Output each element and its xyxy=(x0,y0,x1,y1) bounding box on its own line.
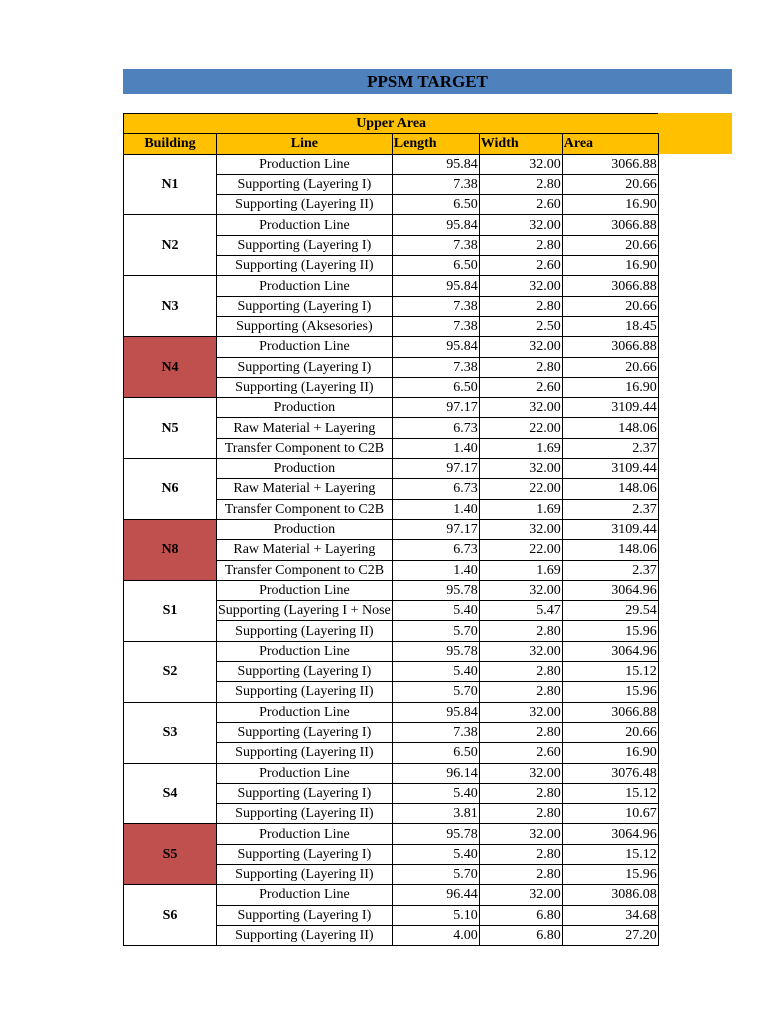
width-cell[interactable]: 2.80 xyxy=(479,864,562,884)
width-cell[interactable]: 1.69 xyxy=(479,438,562,458)
length-cell[interactable]: 95.84 xyxy=(392,276,479,296)
width-cell[interactable]: 5.47 xyxy=(479,601,562,621)
line-label: Production Line xyxy=(259,643,350,659)
table-row xyxy=(124,702,659,722)
table-row xyxy=(124,519,659,539)
area-cell[interactable]: 3086.08 xyxy=(562,885,658,905)
line-cell[interactable] xyxy=(217,479,393,499)
area-cell[interactable]: 148.06 xyxy=(562,540,658,560)
width-cell[interactable]: 2.60 xyxy=(479,195,562,215)
line-label: Production xyxy=(273,522,336,538)
area-cell[interactable]: 15.12 xyxy=(562,783,658,803)
width-cell[interactable]: 2.80 xyxy=(479,296,562,316)
line-cell[interactable] xyxy=(217,925,393,945)
line-cell[interactable] xyxy=(217,337,393,357)
line-label: Production xyxy=(273,400,336,416)
length-cell[interactable]: 95.78 xyxy=(392,580,479,600)
area-cell[interactable]: 15.12 xyxy=(562,844,658,864)
table-row xyxy=(124,398,659,418)
area-cell[interactable]: 3066.88 xyxy=(562,215,658,235)
line-label: Production Line xyxy=(259,765,350,781)
width-cell[interactable]: 32.00 xyxy=(479,398,562,418)
length-cell[interactable]: 7.38 xyxy=(392,235,479,255)
line-cell[interactable] xyxy=(217,215,393,235)
col-header-area[interactable]: Area xyxy=(562,134,658,154)
width-cell[interactable]: 2.80 xyxy=(479,722,562,742)
area-cell[interactable]: 20.66 xyxy=(562,235,658,255)
building-cell[interactable]: N4 xyxy=(124,337,217,398)
line-cell[interactable] xyxy=(217,885,393,905)
building-cell[interactable]: S2 xyxy=(124,641,217,702)
area-cell[interactable]: 34.68 xyxy=(562,905,658,925)
line-cell[interactable] xyxy=(217,824,393,844)
length-cell[interactable]: 4.00 xyxy=(392,925,479,945)
area-cell[interactable]: 3066.88 xyxy=(562,337,658,357)
length-cell[interactable]: 95.84 xyxy=(392,154,479,174)
column-header-row xyxy=(124,134,659,154)
area-cell[interactable]: 20.66 xyxy=(562,722,658,742)
width-cell[interactable]: 32.00 xyxy=(479,154,562,174)
table-row xyxy=(124,337,659,357)
width-cell[interactable]: 1.69 xyxy=(479,560,562,580)
table-body xyxy=(124,154,659,946)
line-cell[interactable] xyxy=(217,154,393,174)
line-label: Supporting (Layering II) xyxy=(235,867,374,883)
area-cell[interactable]: 20.66 xyxy=(562,296,658,316)
length-cell[interactable]: 95.78 xyxy=(392,824,479,844)
line-cell[interactable] xyxy=(217,621,393,641)
length-cell[interactable]: 7.38 xyxy=(392,357,479,377)
width-cell[interactable]: 2.80 xyxy=(479,357,562,377)
width-cell[interactable]: 22.00 xyxy=(479,479,562,499)
line-cell[interactable] xyxy=(217,256,393,276)
length-cell[interactable]: 97.17 xyxy=(392,519,479,539)
length-cell[interactable]: 5.70 xyxy=(392,621,479,641)
table-row xyxy=(124,824,659,844)
line-label: Supporting (Layering II) xyxy=(235,623,374,639)
width-cell[interactable]: 2.80 xyxy=(479,621,562,641)
width-cell[interactable]: 32.00 xyxy=(479,337,562,357)
line-label: Raw Material + Layering xyxy=(233,420,376,436)
line-label: Supporting (Layering I) xyxy=(237,725,372,741)
area-cell[interactable]: 20.66 xyxy=(562,174,658,194)
width-cell[interactable]: 22.00 xyxy=(479,418,562,438)
area-cell[interactable]: 3064.96 xyxy=(562,641,658,661)
length-cell[interactable]: 95.84 xyxy=(392,337,479,357)
building-cell[interactable]: S5 xyxy=(124,824,217,885)
line-label: Supporting (Layering II) xyxy=(235,806,374,822)
line-label: Raw Material + Layering xyxy=(233,542,376,558)
width-cell[interactable]: 2.80 xyxy=(479,235,562,255)
width-cell[interactable]: 1.69 xyxy=(479,499,562,519)
line-label: Supporting (Layering I) xyxy=(237,177,372,193)
width-cell[interactable]: 32.00 xyxy=(479,459,562,479)
line-label: Supporting (Layering II) xyxy=(235,684,374,700)
table-row xyxy=(124,763,659,783)
length-cell[interactable]: 5.70 xyxy=(392,864,479,884)
line-cell[interactable] xyxy=(217,195,393,215)
line-label: Production Line xyxy=(259,887,350,903)
area-cell[interactable]: 15.96 xyxy=(562,864,658,884)
ppsm-target-table xyxy=(123,113,659,946)
line-label: Production Line xyxy=(259,156,350,172)
line-cell[interactable] xyxy=(217,398,393,418)
area-cell[interactable]: 3064.96 xyxy=(562,580,658,600)
area-cell[interactable]: 2.37 xyxy=(562,438,658,458)
line-cell[interactable] xyxy=(217,560,393,580)
length-cell[interactable]: 6.50 xyxy=(392,195,479,215)
line-cell[interactable] xyxy=(217,438,393,458)
line-cell[interactable] xyxy=(217,418,393,438)
line-cell[interactable] xyxy=(217,662,393,682)
width-cell[interactable]: 2.60 xyxy=(479,256,562,276)
line-label: Supporting (Layering I) xyxy=(237,846,372,862)
building-cell[interactable]: N1 xyxy=(124,154,217,215)
area-cell[interactable]: 15.96 xyxy=(562,621,658,641)
area-cell[interactable]: 3064.96 xyxy=(562,824,658,844)
line-label: Supporting (Layering I) xyxy=(237,237,372,253)
line-cell[interactable] xyxy=(217,174,393,194)
length-cell[interactable]: 96.44 xyxy=(392,885,479,905)
section-title: Upper Area xyxy=(124,114,659,134)
length-cell[interactable]: 6.73 xyxy=(392,418,479,438)
area-cell[interactable]: 2.37 xyxy=(562,560,658,580)
line-label: Supporting (Layering I) xyxy=(237,298,372,314)
line-label: Supporting (Layering II) xyxy=(235,928,374,944)
line-cell[interactable] xyxy=(217,519,393,539)
length-cell[interactable]: 7.38 xyxy=(392,296,479,316)
line-label: Supporting (Layering I + Nose xyxy=(218,603,391,619)
length-cell[interactable]: 6.50 xyxy=(392,377,479,397)
area-cell[interactable]: 16.90 xyxy=(562,377,658,397)
width-cell[interactable]: 32.00 xyxy=(479,215,562,235)
length-cell[interactable]: 95.84 xyxy=(392,702,479,722)
table-row xyxy=(124,459,659,479)
length-cell[interactable]: 6.73 xyxy=(392,479,479,499)
length-cell[interactable]: 3.81 xyxy=(392,804,479,824)
width-cell[interactable]: 32.00 xyxy=(479,702,562,722)
line-cell[interactable] xyxy=(217,905,393,925)
length-cell[interactable]: 1.40 xyxy=(392,560,479,580)
area-cell[interactable]: 16.90 xyxy=(562,743,658,763)
width-cell[interactable]: 32.00 xyxy=(479,824,562,844)
table-row xyxy=(124,154,659,174)
width-cell[interactable]: 2.60 xyxy=(479,743,562,763)
length-cell[interactable]: 97.17 xyxy=(392,459,479,479)
width-cell[interactable]: 6.80 xyxy=(479,925,562,945)
building-cell[interactable]: N5 xyxy=(124,398,217,459)
line-cell[interactable] xyxy=(217,580,393,600)
line-cell[interactable] xyxy=(217,540,393,560)
building-cell[interactable]: S6 xyxy=(124,885,217,946)
width-cell[interactable]: 32.00 xyxy=(479,276,562,296)
length-cell[interactable]: 95.84 xyxy=(392,215,479,235)
length-cell[interactable]: 5.10 xyxy=(392,905,479,925)
building-cell[interactable]: N6 xyxy=(124,459,217,520)
length-cell[interactable]: 1.40 xyxy=(392,438,479,458)
line-cell[interactable] xyxy=(217,864,393,884)
area-cell[interactable]: 3076.48 xyxy=(562,763,658,783)
area-cell[interactable]: 148.06 xyxy=(562,479,658,499)
line-label: Transfer Component to C2B xyxy=(224,501,385,517)
section-header-row xyxy=(124,114,659,134)
length-cell[interactable]: 5.40 xyxy=(392,662,479,682)
length-cell[interactable]: 7.38 xyxy=(392,722,479,742)
line-label: Production Line xyxy=(259,582,350,598)
width-cell[interactable]: 2.80 xyxy=(479,682,562,702)
length-cell[interactable]: 96.14 xyxy=(392,763,479,783)
line-label: Supporting (Layering I) xyxy=(237,359,372,375)
line-label: Raw Material + Layering xyxy=(233,481,376,497)
length-cell[interactable]: 7.38 xyxy=(392,174,479,194)
line-cell[interactable] xyxy=(217,641,393,661)
line-cell[interactable] xyxy=(217,783,393,803)
table-row xyxy=(124,276,659,296)
width-cell[interactable]: 2.60 xyxy=(479,377,562,397)
line-cell[interactable] xyxy=(217,804,393,824)
area-cell[interactable]: 16.90 xyxy=(562,256,658,276)
page-title: PPSM TARGET xyxy=(123,69,732,94)
line-cell[interactable] xyxy=(217,276,393,296)
width-cell[interactable]: 2.80 xyxy=(479,844,562,864)
area-cell[interactable]: 3066.88 xyxy=(562,276,658,296)
length-cell[interactable]: 5.40 xyxy=(392,601,479,621)
line-cell[interactable] xyxy=(217,235,393,255)
area-cell[interactable]: 10.67 xyxy=(562,804,658,824)
line-cell[interactable] xyxy=(217,459,393,479)
line-cell[interactable] xyxy=(217,682,393,702)
building-cell[interactable]: N8 xyxy=(124,519,217,580)
building-cell[interactable]: S4 xyxy=(124,763,217,824)
table-row xyxy=(124,885,659,905)
line-cell[interactable] xyxy=(217,296,393,316)
area-cell[interactable]: 3109.44 xyxy=(562,398,658,418)
width-cell[interactable]: 32.00 xyxy=(479,763,562,783)
area-cell[interactable]: 20.66 xyxy=(562,357,658,377)
line-cell[interactable] xyxy=(217,377,393,397)
building-cell[interactable]: N2 xyxy=(124,215,217,276)
table-row xyxy=(124,215,659,235)
width-cell[interactable]: 2.50 xyxy=(479,316,562,336)
line-cell[interactable] xyxy=(217,702,393,722)
width-cell[interactable]: 2.80 xyxy=(479,662,562,682)
line-cell[interactable] xyxy=(217,316,393,336)
width-cell[interactable]: 22.00 xyxy=(479,540,562,560)
width-cell[interactable]: 2.80 xyxy=(479,804,562,824)
line-label: Supporting (Layering II) xyxy=(235,745,374,761)
length-cell[interactable]: 6.73 xyxy=(392,540,479,560)
building-cell[interactable]: N3 xyxy=(124,276,217,337)
area-cell[interactable]: 3109.44 xyxy=(562,519,658,539)
line-label: Transfer Component to C2B xyxy=(224,562,385,578)
col-header-building[interactable]: Building xyxy=(124,134,217,154)
width-cell[interactable]: 32.00 xyxy=(479,641,562,661)
line-cell[interactable] xyxy=(217,844,393,864)
width-cell[interactable]: 32.00 xyxy=(479,519,562,539)
length-cell[interactable]: 7.38 xyxy=(392,316,479,336)
area-cell[interactable]: 18.45 xyxy=(562,316,658,336)
length-cell[interactable]: 95.78 xyxy=(392,641,479,661)
length-cell[interactable]: 5.40 xyxy=(392,844,479,864)
line-label: Supporting (Layering II) xyxy=(235,380,374,395)
area-cell[interactable]: 16.90 xyxy=(562,195,658,215)
line-label: Production Line xyxy=(259,826,350,842)
width-cell[interactable]: 32.00 xyxy=(479,580,562,600)
width-cell[interactable]: 2.80 xyxy=(479,174,562,194)
line-label: Production Line xyxy=(259,704,350,720)
col-header-length[interactable]: Length xyxy=(392,134,479,154)
line-cell[interactable] xyxy=(217,357,393,377)
length-cell[interactable]: 97.17 xyxy=(392,398,479,418)
line-cell[interactable] xyxy=(217,601,393,621)
line-label: Supporting (Layering I) xyxy=(237,785,372,801)
area-cell[interactable]: 15.96 xyxy=(562,682,658,702)
width-cell[interactable]: 32.00 xyxy=(479,885,562,905)
line-cell[interactable] xyxy=(217,722,393,742)
building-cell[interactable]: S3 xyxy=(124,702,217,763)
area-cell[interactable]: 3109.44 xyxy=(562,459,658,479)
width-cell[interactable]: 6.80 xyxy=(479,905,562,925)
area-cell[interactable]: 148.06 xyxy=(562,418,658,438)
area-cell[interactable]: 29.54 xyxy=(562,601,658,621)
building-cell[interactable]: S1 xyxy=(124,580,217,641)
table-row xyxy=(124,580,659,600)
line-cell[interactable] xyxy=(217,763,393,783)
line-label: Transfer Component to C2B xyxy=(224,440,385,456)
line-label: Supporting (Layering II) xyxy=(235,197,374,213)
line-label: Supporting (Layering II) xyxy=(235,258,374,274)
width-cell[interactable]: 2.80 xyxy=(479,783,562,803)
line-label: Supporting (Layering I) xyxy=(237,907,372,923)
line-cell[interactable] xyxy=(217,499,393,519)
area-cell[interactable]: 27.20 xyxy=(562,925,658,945)
line-label: Production Line xyxy=(259,278,350,294)
line-cell[interactable] xyxy=(217,743,393,763)
length-cell[interactable]: 5.40 xyxy=(392,783,479,803)
area-cell[interactable]: 3066.88 xyxy=(562,702,658,722)
line-label: Production xyxy=(273,461,336,477)
table-row xyxy=(124,641,659,661)
length-cell[interactable]: 5.70 xyxy=(392,682,479,702)
length-cell[interactable]: 6.50 xyxy=(392,743,479,763)
area-cell[interactable]: 2.37 xyxy=(562,499,658,519)
length-cell[interactable]: 6.50 xyxy=(392,256,479,276)
area-cell[interactable]: 15.12 xyxy=(562,662,658,682)
col-header-width[interactable]: Width xyxy=(479,134,562,154)
line-label: Production Line xyxy=(259,217,350,233)
line-label: Supporting (Layering I) xyxy=(237,664,372,680)
length-cell[interactable]: 1.40 xyxy=(392,499,479,519)
col-header-line[interactable]: Line xyxy=(217,134,393,154)
line-label: Production Line xyxy=(259,339,350,355)
line-label: Supporting (Aksesories) xyxy=(236,319,373,335)
area-cell[interactable]: 3066.88 xyxy=(562,154,658,174)
